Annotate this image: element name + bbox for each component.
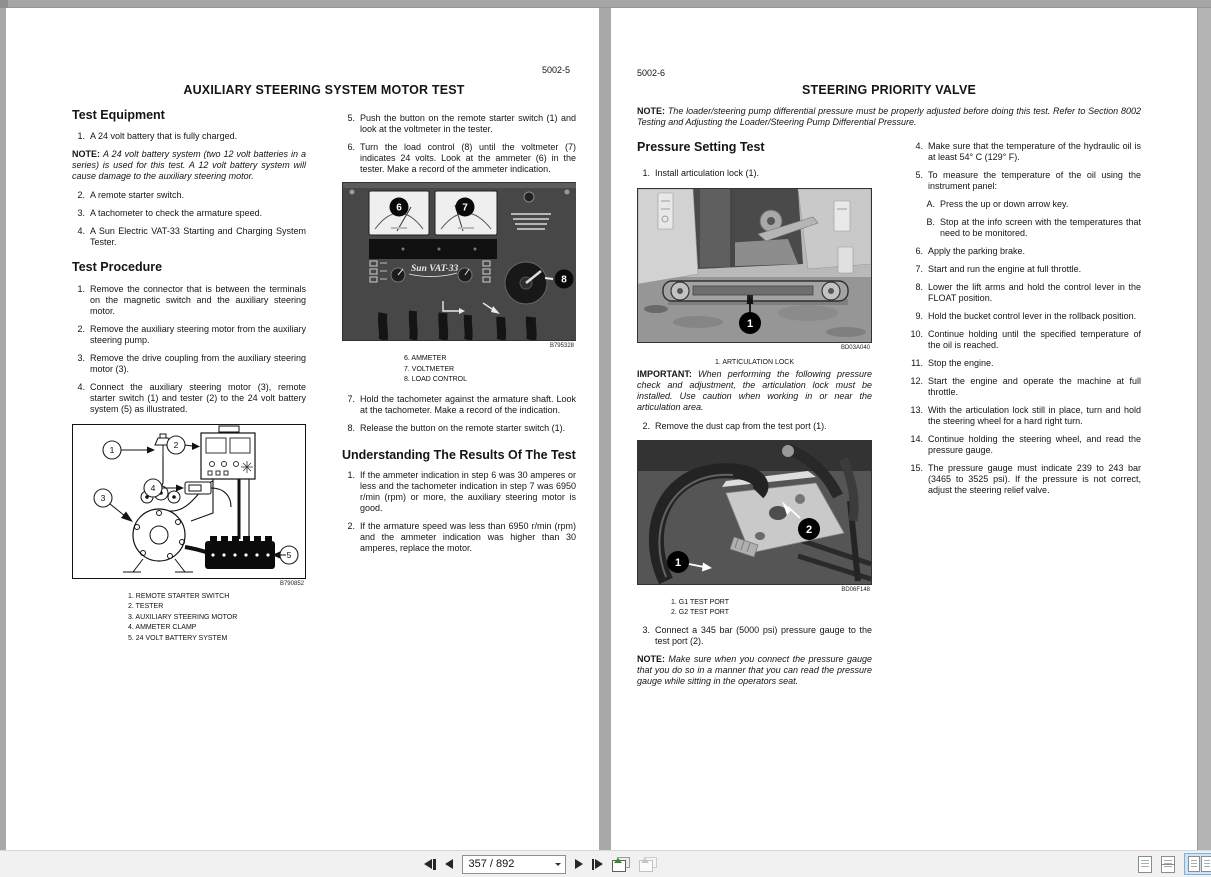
figure-wiring-diagram	[72, 424, 306, 645]
step-item: 7. Hold the tachometer against the armature shaft. Look at the tachometer. Make a record of the indication.	[347, 393, 576, 415]
list-item: 1. A 24 volt battery that is fully charged.	[77, 131, 238, 142]
step-item: 9. Hold the bucket control lever in the rollback position.	[915, 311, 1137, 321]
page-layout-switcher	[1138, 851, 1211, 877]
figure-caption: 1. ARTICULATION LOCK	[714, 359, 795, 367]
figure-tester-photo	[342, 182, 576, 386]
page-number: 5002-6	[637, 68, 666, 78]
callout-6: 6	[396, 202, 402, 214]
step-item: 13. With the articulation lock still in place, turn and hold the steering wheel for a hard right turn.	[910, 405, 1141, 426]
section-heading: Test Equipment	[72, 108, 165, 122]
page-navigation	[424, 851, 657, 877]
sub-step-item: A. Press the up or down arrow key.	[926, 199, 1069, 209]
step-item: 1. Install articulation lock (1).	[642, 168, 760, 179]
step-item: 7. Start and run the engine at full throttle.	[915, 264, 1082, 274]
step-item: 1. Remove the connector that is between the terminals on the magnetic switch and the auxiliary steering motor.	[77, 283, 306, 316]
callout-5: 5	[286, 549, 292, 560]
step-item: 11. Stop the engine.	[911, 358, 994, 368]
window-corner	[0, 0, 8, 8]
list-item: 2. If the armature speed was less than 6950 r/min (rpm) and the ammeter indication was higher than 30 amperes, replace the motor.	[347, 520, 576, 553]
step-item: 8. Lower the lift arms and hold the control lever in the FLOAT position.	[915, 282, 1141, 303]
note-paragraph: NOTE: A 24 volt battery system (two 12 volt batteries in a series) is used for this test. A 12 volt battery system will cause damage to the auxiliary steering motor.	[72, 149, 306, 182]
figure-caption-list: 1. G1 TEST PORT 2. G2 TEST PORT	[671, 598, 729, 617]
test-ports-image	[637, 440, 872, 585]
tester-photo-image	[342, 182, 576, 341]
right-page-column-2	[905, 141, 1141, 503]
list-item: 2. A remote starter switch.	[77, 190, 185, 201]
figure-code: B790852	[279, 580, 304, 587]
step-item: 2. Remove the auxiliary steering motor from the auxiliary steering pump.	[77, 323, 306, 345]
figure-test-ports	[637, 440, 872, 619]
figure-caption-list: 1. REMOTE STARTER SWITCH 2. TESTER 3. AUXILIARY STEERING MOTOR 4. AMMETER CLAMP 5. 24 VOLT BATTERY SYSTEM	[128, 592, 238, 642]
facing-pages-view-icon[interactable]	[1184, 853, 1211, 875]
first-page-button[interactable]	[424, 859, 436, 870]
page-number: 5002-5	[541, 65, 570, 75]
previous-page-icon	[445, 859, 453, 869]
step-item: 4. Make sure that the temperature of the hydraulic oil is at least 54° C (129° F).	[915, 141, 1141, 162]
last-page-icon	[595, 859, 603, 869]
step-item: 5. To measure the temperature of the oil using the instrument panel:	[915, 170, 1141, 191]
page-number-input[interactable]: 357 / 892	[462, 855, 566, 874]
last-page-button[interactable]	[592, 859, 604, 870]
callout-7: 7	[462, 202, 468, 214]
step-item: 6. Apply the parking brake.	[915, 246, 1026, 256]
sub-step-item: B. Stop at the info screen with the temperatures that need to be monitored.	[926, 217, 1141, 238]
left-page-column-2	[342, 113, 576, 561]
note-paragraph: NOTE: Make sure when you connect the pressure gauge that you do so in a manner that you can read the pressure gauge while sitting in the operators seat.	[637, 653, 872, 686]
section-heading: Pressure Setting Test	[637, 140, 765, 154]
window-top-bar	[0, 0, 1211, 8]
step-item: 15. The pressure gauge must indicate 239 to 243 bar (3465 to 3525 psi). If the pressure is not correct, adjust the steering relief valve.	[910, 463, 1141, 495]
step-item: 6. Turn the load control (8) until the voltmeter (7) indicates 24 volts. Look at the ammeter (6) in the tester. Make a record of the ammeter indication.	[347, 142, 576, 174]
step-item: 12. Start the engine and operate the machine at full throttle.	[910, 376, 1141, 397]
viewer-toolbar	[0, 850, 1211, 877]
previous-view-button[interactable]	[612, 857, 630, 872]
list-item: 3. A tachometer to check the armature speed.	[77, 208, 263, 219]
page-note: NOTE: The loader/steering pump differential pressure must be properly adjusted before doing this test. Refer to Section 8002 Testing and Adjusting the Loader/Steering Pump Differential Pressure.	[637, 106, 1141, 127]
figure-code: BD06F148	[841, 586, 870, 593]
next-page-button[interactable]	[575, 859, 583, 869]
callout-3: 3	[100, 492, 106, 503]
first-page-icon	[424, 859, 432, 869]
step-item: 14. Continue holding the steering wheel, and read the pressure gauge.	[910, 434, 1141, 455]
single-page-view-icon[interactable]	[1138, 856, 1152, 873]
list-item: 4. A Sun Electric VAT-33 Starting and Charging System Tester.	[77, 226, 306, 248]
articulation-lock-image	[637, 188, 872, 343]
step-item: 2. Remove the dust cap from the test port (1).	[642, 420, 827, 431]
document-page-left	[6, 8, 599, 851]
next-view-button[interactable]	[639, 857, 657, 872]
step-item: 8. Release the button on the remote starter switch (1).	[347, 422, 566, 433]
document-page-right	[611, 8, 1198, 851]
list-item: 1. If the ammeter indication in step 6 was 30 amperes or less and the tachometer indication in step 7 was 6950 r/min (rpm) or more, the auxiliary steering motor is good.	[347, 469, 576, 513]
figure-articulation-lock	[637, 188, 872, 369]
callout-2: 2	[805, 523, 813, 536]
callout-1: 1	[746, 318, 754, 331]
continuous-view-icon[interactable]	[1161, 856, 1175, 873]
figure-code: B795328	[549, 343, 574, 349]
tester-brand-label: Sun VAT-33	[411, 264, 459, 274]
callout-4: 4	[150, 482, 156, 493]
figure-caption-list: 6. AMMETER 7. VOLTMETER 8. LOAD CONTROL	[404, 355, 468, 383]
wiring-diagram-image	[72, 424, 306, 579]
step-item: 3. Remove the drive coupling from the auxiliary steering motor (3).	[77, 352, 306, 374]
callout-1: 1	[109, 444, 115, 455]
next-page-icon	[575, 859, 583, 869]
vertical-scrollbar[interactable]	[1197, 8, 1211, 851]
figure-code: BD03A040	[840, 345, 870, 352]
section-heading: Understanding The Results Of The Test	[342, 447, 576, 462]
left-page-column-1	[72, 108, 306, 652]
callout-2: 2	[173, 439, 179, 450]
page-title: STEERING PRIORITY VALVE	[801, 83, 977, 97]
callout-1: 1	[674, 556, 682, 569]
page-title: AUXILIARY STEERING SYSTEM MOTOR TEST	[183, 83, 465, 97]
chevron-down-icon	[555, 863, 561, 869]
important-paragraph: IMPORTANT: When performing the following pressure check and adjustment, the articulation lock must be installed. Use caution when working in or near the articulation area.	[637, 368, 872, 412]
step-item: 10. Continue holding until the specified temperature of the oil is reached.	[910, 329, 1141, 350]
section-heading: Test Procedure	[72, 260, 163, 275]
step-item: 4. Connect the auxiliary steering motor (3), remote starter switch (1) and tester (2) to the 24 volt battery system (5) as illustrated.	[77, 381, 306, 414]
right-page-column-1	[637, 140, 872, 695]
callout-8: 8	[561, 274, 567, 286]
previous-page-button[interactable]	[445, 859, 453, 869]
step-item: 3. Connect a 345 bar (5000 psi) pressure gauge to the test port (2).	[642, 624, 872, 646]
step-item: 5. Push the button on the remote starter switch (1) and look at the voltmeter in the tester.	[347, 113, 576, 134]
